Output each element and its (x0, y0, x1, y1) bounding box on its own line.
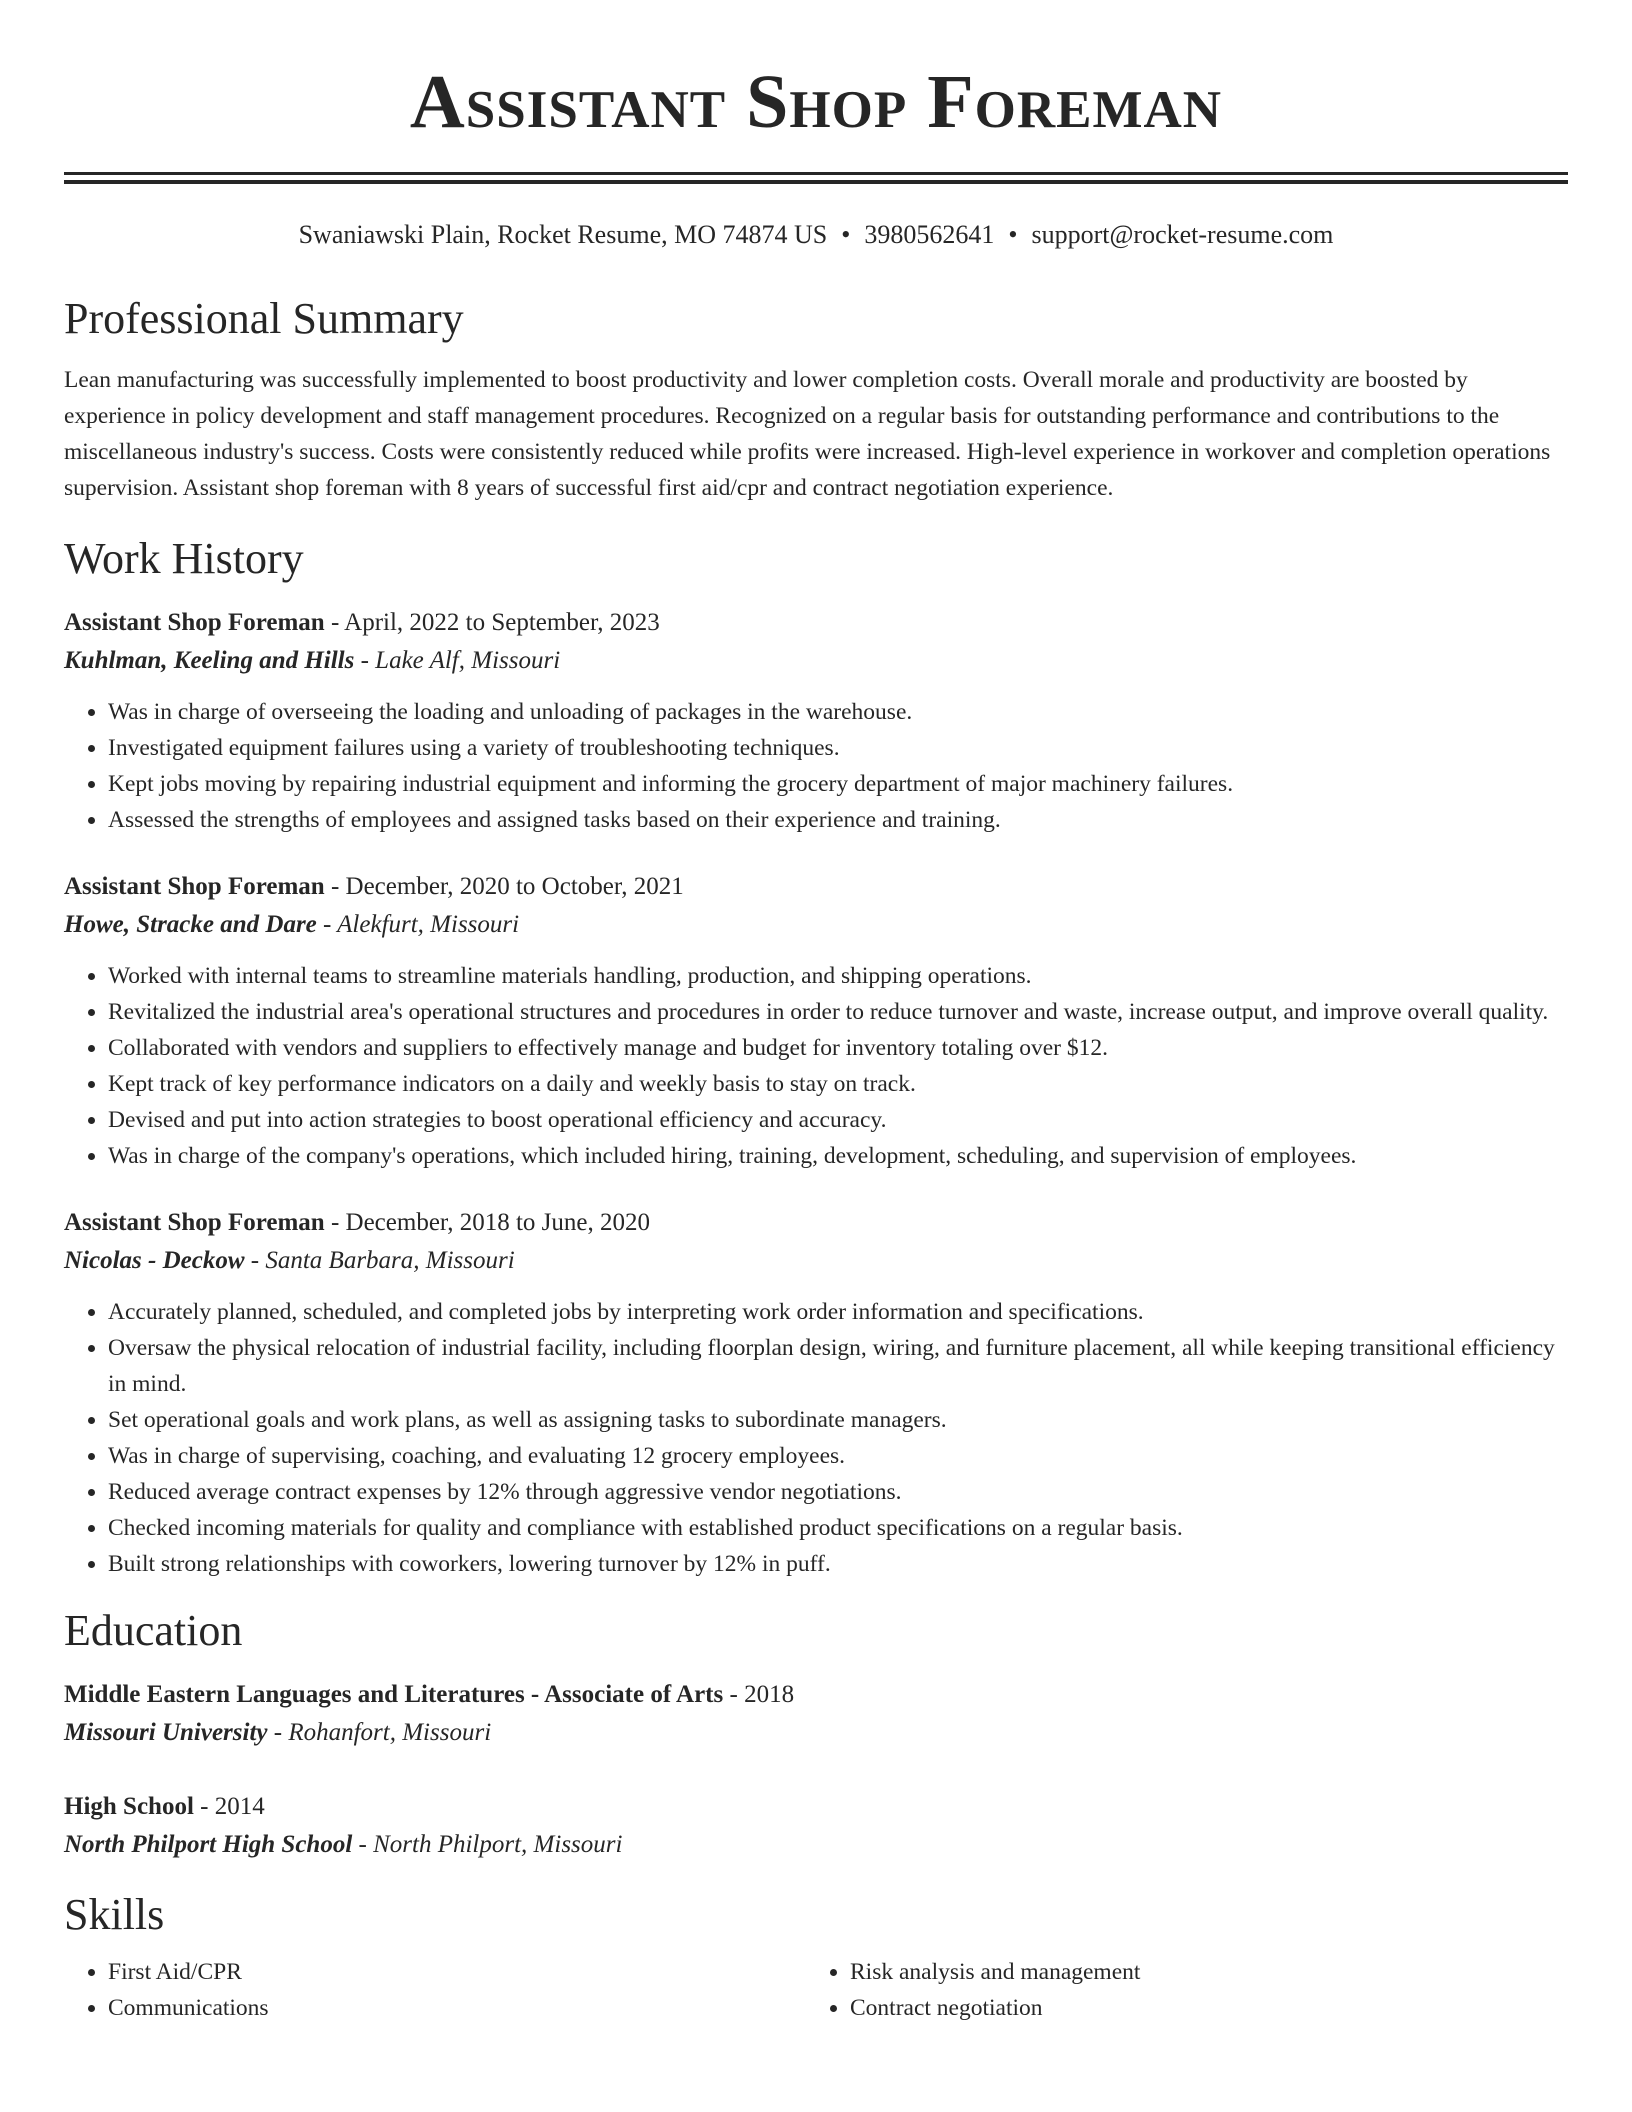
work-history-heading: Work History (64, 534, 304, 583)
job-dates: - December, 2020 to October, 2021 (324, 873, 684, 900)
education-section (64, 1604, 1568, 1864)
job-bullet: • Investigated equipment failures using a variety of troubleshooting techniques. (108, 730, 1568, 766)
job-bullet: • Kept jobs moving by repairing industrial equipment and informing the grocery department of major machinery failures. (108, 766, 1568, 802)
job-bullets (64, 958, 1568, 1174)
job-title: Assistant Shop Foreman (64, 609, 325, 636)
education-degree-line (64, 1788, 1568, 1826)
contact-separator: • (1008, 220, 1018, 249)
job-company-line (64, 642, 1568, 680)
education-degree-line (64, 1676, 1568, 1714)
skills-section (64, 1888, 1568, 2026)
work-history-section (64, 532, 1568, 1582)
job-location: - Santa Barbara, Missouri (244, 1247, 515, 1274)
education-school: Missouri University (64, 1719, 268, 1746)
job-bullets (64, 694, 1568, 838)
job-title-line (64, 604, 1568, 642)
job-bullet: • Devised and put into action strategies to boost operational efficiency and accuracy. (108, 1102, 1568, 1138)
job-company-line (64, 1242, 1568, 1280)
job-bullet: • Worked with internal teams to streamline materials handling, production, and shipping operations. (108, 958, 1568, 994)
title-divider (64, 172, 1568, 184)
job-entry (64, 868, 1568, 1174)
contact-line (64, 218, 1568, 252)
job-bullet: • Was in charge of supervising, coaching, and evaluating 12 grocery employees. (108, 1438, 1568, 1474)
job-company: Kuhlman, Keeling and Hills (64, 647, 355, 674)
education-heading: Education (64, 1606, 243, 1655)
job-title: Assistant Shop Foreman (64, 1209, 325, 1236)
resume-title: Assistant Shop Foreman (409, 60, 1223, 144)
job-company: Nicolas - Deckow (64, 1247, 245, 1274)
skills-right-column (806, 1954, 1548, 2026)
job-dates: - April, 2022 to September, 2023 (324, 609, 660, 636)
summary-text: Lean manufacturing was successfully implemented to boost productivity and lower completion costs. Overall morale and productivity are boosted by experience in policy development and staff management procedures. Recognized on a regular basis for outstanding performance and contributions to the miscellaneous industry's success. Costs were consistently reduced while profits were increased. High-level experience in workover and completion operations supervision. Assistant shop foreman with 8 years of successful first aid/cpr and contract negotiation experience. (64, 367, 1551, 501)
skill-item: • First Aid/CPR (108, 1954, 806, 1990)
job-dates: - December, 2018 to June, 2020 (324, 1209, 651, 1236)
job-bullet: • Kept track of key performance indicators on a daily and weekly basis to stay on track. (108, 1066, 1568, 1102)
job-entry (64, 604, 1568, 838)
job-bullet: • Reduced average contract expenses by 12% through aggressive vendor negotiations. (108, 1474, 1568, 1510)
contact-separator: • (841, 220, 851, 249)
education-school-line (64, 1714, 1568, 1752)
education-location: - North Philport, Missouri (352, 1831, 623, 1858)
job-bullet: • Oversaw the physical relocation of industrial facility, including floorplan design, wiring, and furniture placement, all while keeping transitional efficiency in mind. (108, 1330, 1568, 1402)
job-bullet: • Revitalized the industrial area's operational structures and procedures in order to reduce turnover and waste, increase output, and improve overall quality. (108, 994, 1568, 1030)
education-entry (64, 1788, 1568, 1864)
summary-section (64, 292, 1568, 506)
skill-item: • Contract negotiation (850, 1990, 1548, 2026)
skill-item: • Communications (108, 1990, 806, 2026)
job-title: Assistant Shop Foreman (64, 873, 325, 900)
education-school: North Philport High School (64, 1831, 353, 1858)
job-company: Howe, Stracke and Dare (64, 911, 317, 938)
skills-columns (64, 1954, 1568, 2026)
education-year: - 2014 (193, 1793, 265, 1820)
job-bullets (64, 1294, 1568, 1582)
job-title-line (64, 868, 1568, 906)
job-bullet: • Collaborated with vendors and suppliers to effectively manage and budget for inventory totaling over $12. (108, 1030, 1568, 1066)
job-title-line (64, 1204, 1568, 1242)
job-bullet: • Checked incoming materials for quality and compliance with established product specifications on a regular basis. (108, 1510, 1568, 1546)
skills-left-column (64, 1954, 806, 2026)
job-company-line (64, 906, 1568, 944)
education-year: - 2018 (723, 1681, 795, 1708)
contact-email: support@rocket-resume.com (1031, 220, 1334, 249)
education-school-line (64, 1826, 1568, 1864)
job-bullet: • Was in charge of overseeing the loading and unloading of packages in the warehouse. (108, 694, 1568, 730)
job-bullet: • Assessed the strengths of employees and assigned tasks based on their experience and training. (108, 802, 1568, 838)
job-entry (64, 1204, 1568, 1582)
contact-phone: 3980562641 (864, 220, 995, 249)
job-bullet: • Built strong relationships with coworkers, lowering turnover by 12% in puff. (108, 1546, 1568, 1582)
education-entry (64, 1676, 1568, 1752)
education-location: - Rohanfort, Missouri (267, 1719, 492, 1746)
skill-item: • Risk analysis and management (850, 1954, 1548, 1990)
contact-address: Swaniawski Plain, Rocket Resume, MO 74874 US (298, 220, 828, 249)
summary-heading: Professional Summary (64, 294, 464, 343)
education-degree: High School (64, 1793, 194, 1820)
skills-heading: Skills (64, 1890, 165, 1939)
job-location: - Lake Alf, Missouri (354, 647, 561, 674)
education-degree: Middle Eastern Languages and Literatures - Associate of Arts (64, 1681, 724, 1708)
job-bullet: • Set operational goals and work plans, as well as assigning tasks to subordinate managers. (108, 1402, 1568, 1438)
job-bullet: • Accurately planned, scheduled, and completed jobs by interpreting work order information and specifications. (108, 1294, 1568, 1330)
job-location: - Alekfurt, Missouri (316, 911, 520, 938)
job-bullet: • Was in charge of the company's operations, which included hiring, training, development, scheduling, and supervision of employees. (108, 1138, 1568, 1174)
